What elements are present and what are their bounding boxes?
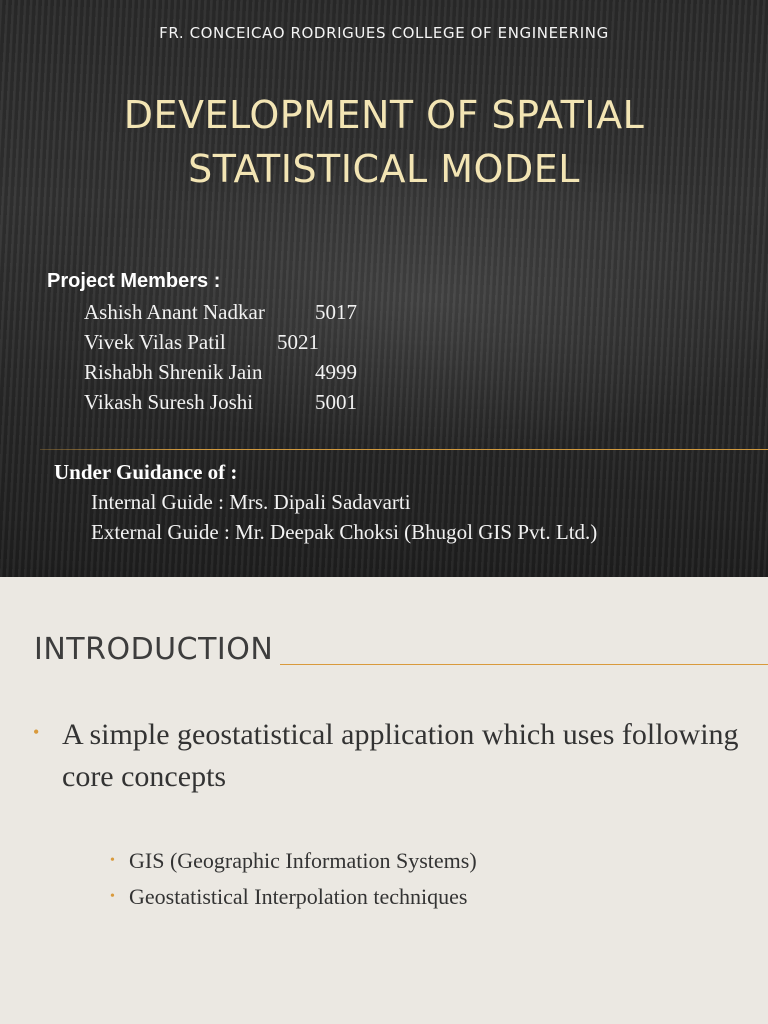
- member-row: [84, 300, 357, 330]
- bullet-dot-icon: •: [110, 853, 115, 868]
- slide-title-line: STATISTICAL MODEL: [188, 147, 580, 191]
- divider: [40, 449, 768, 450]
- bullet-dot-icon: •: [110, 889, 115, 904]
- member-id: 5001: [315, 390, 357, 414]
- member-row: [84, 360, 357, 390]
- divider: [280, 664, 768, 665]
- internal-guide: Internal Guide : Mrs. Dipali Sadavarti: [91, 490, 411, 514]
- external-guide: External Guide : Mr. Deepak Choksi (Bhugol GIS Pvt. Ltd.): [91, 520, 598, 544]
- subbullet-text: Geostatistical Interpolation techniques: [129, 884, 468, 909]
- members-heading: Project Members :: [47, 270, 221, 292]
- college-name: FR. CONCEICAO RODRIGUES COLLEGE OF ENGINEERING: [159, 24, 609, 42]
- member-name: Ashish Anant Nadkar: [84, 300, 265, 324]
- guidance-heading: Under Guidance of :: [54, 460, 238, 484]
- member-id: 5017: [315, 300, 357, 324]
- member-name: Vikash Suresh Joshi: [84, 390, 254, 414]
- bullet-text: A simple geostatistical application which uses following core concepts: [62, 718, 739, 793]
- subbullet-text: GIS (Geographic Information Systems): [129, 848, 477, 873]
- member-id: 5021: [277, 330, 319, 354]
- bullet-dot-icon: •: [33, 722, 40, 742]
- member-name: Rishabh Shrenik Jain: [84, 360, 263, 384]
- slide-title: [40, 88, 728, 196]
- member-name: Vivek Vilas Patil: [84, 330, 226, 354]
- introduction-title: INTRODUCTION: [34, 632, 274, 667]
- member-row: [84, 330, 319, 360]
- slide-title-line: DEVELOPMENT OF SPATIAL: [123, 93, 645, 137]
- member-id: 4999: [315, 360, 357, 384]
- member-row: [84, 390, 357, 420]
